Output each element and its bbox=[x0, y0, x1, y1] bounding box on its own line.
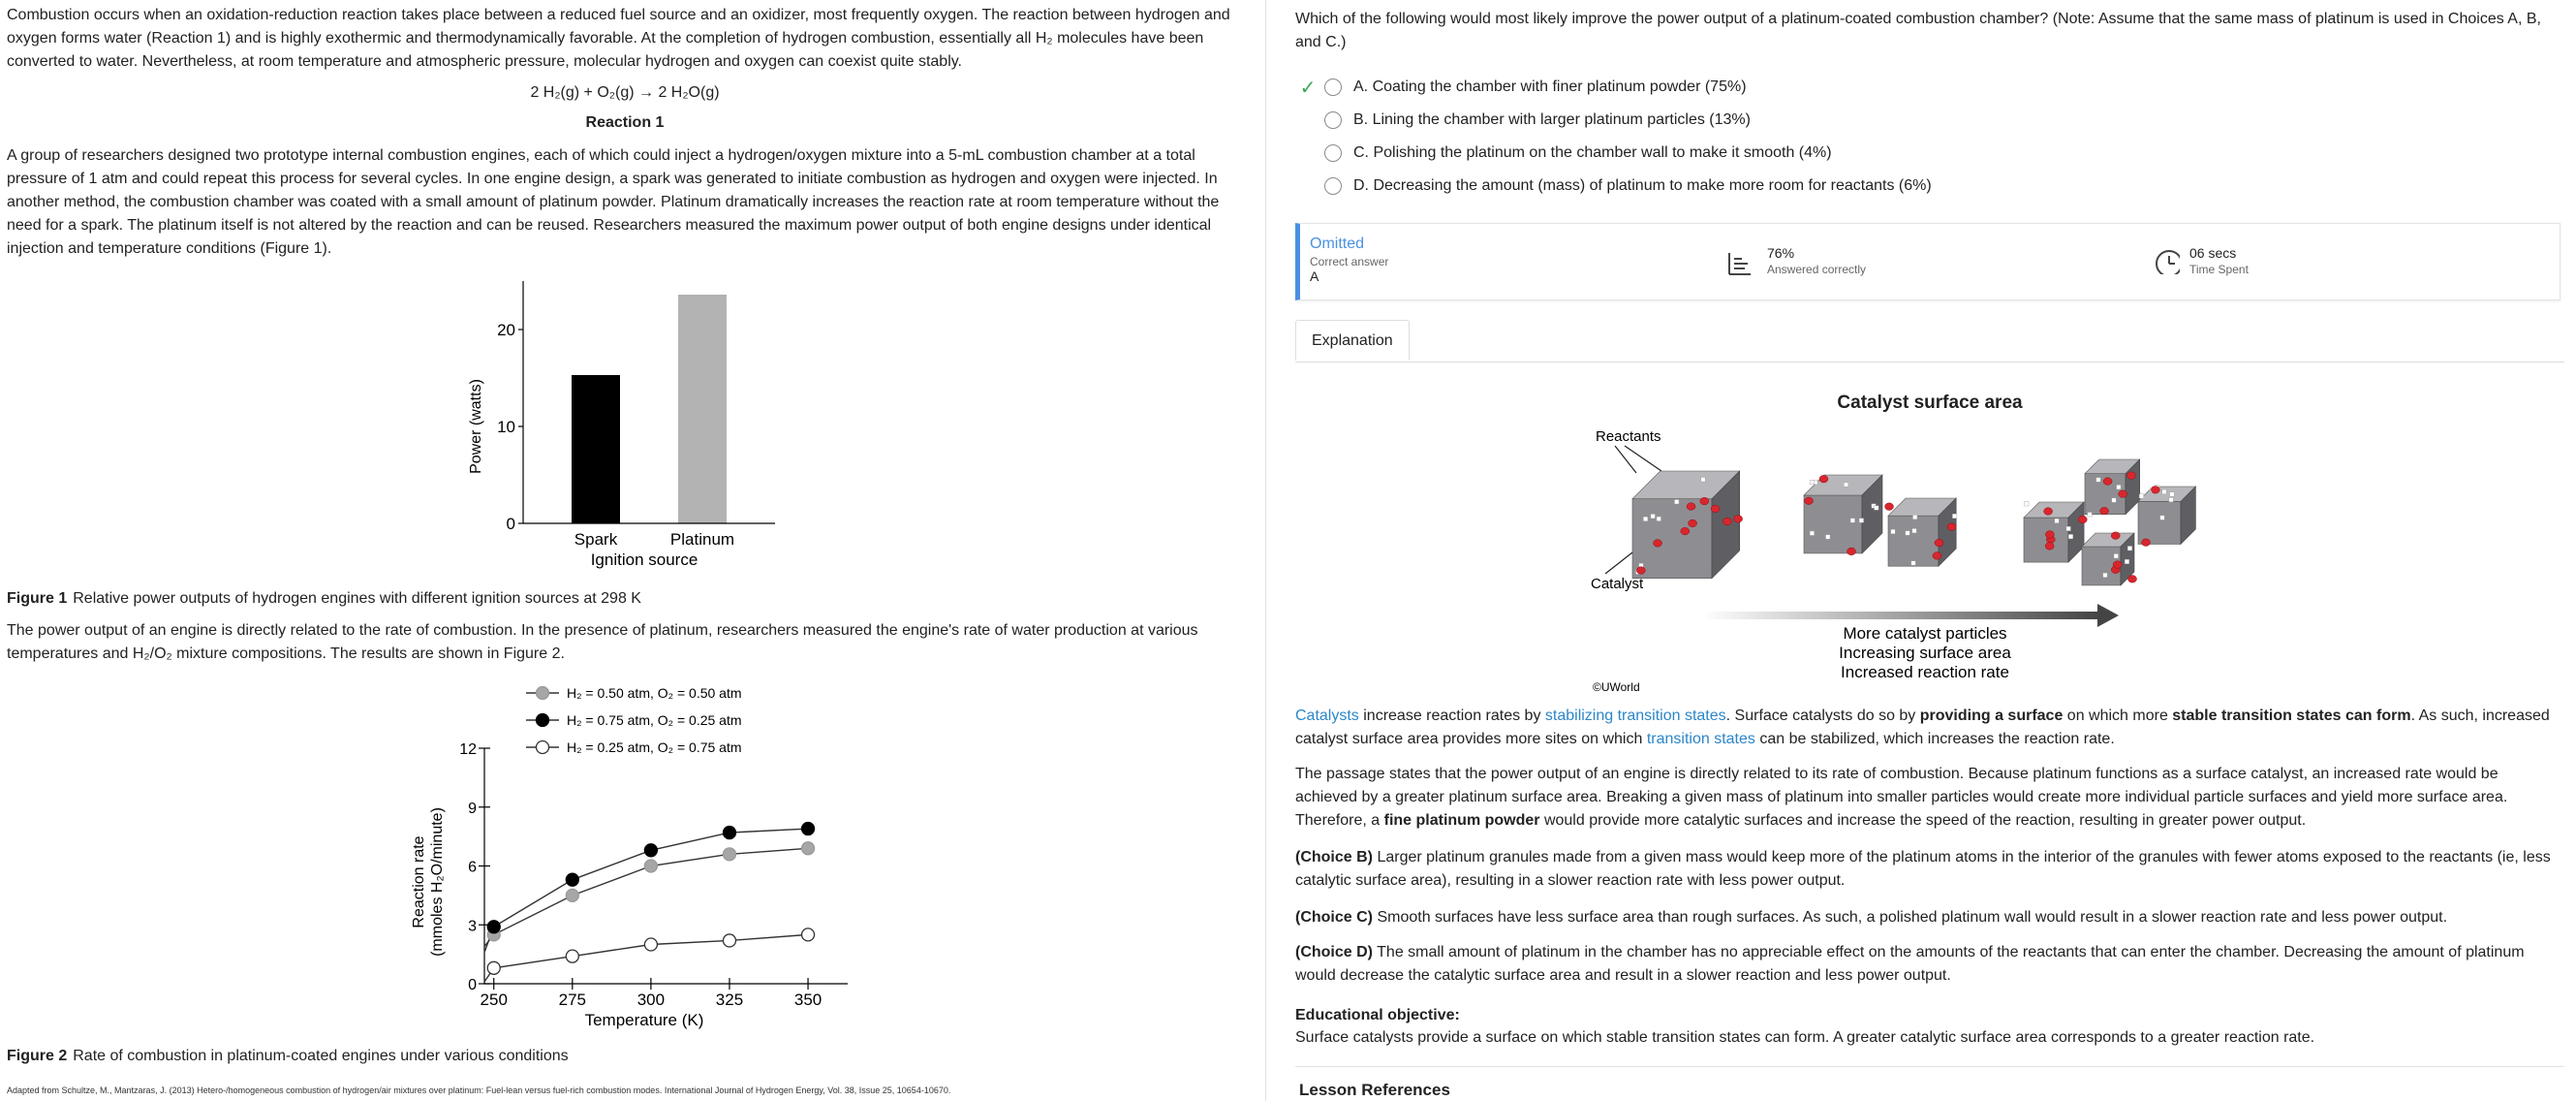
link-stabilizing-transition-states[interactable]: stabilizing transition states bbox=[1544, 708, 1726, 724]
radio-button[interactable] bbox=[1324, 144, 1342, 162]
catalyst-cube bbox=[1632, 471, 1743, 579]
y-tick-label: 0 bbox=[468, 977, 477, 993]
data-point bbox=[566, 950, 578, 962]
clock-icon bbox=[2155, 249, 2180, 274]
x-tick-label: 325 bbox=[715, 991, 744, 1009]
copyright: ©UWorld bbox=[1593, 680, 1640, 694]
passage-pane bbox=[0, 0, 1259, 1101]
catalyst-cubes bbox=[1632, 459, 2195, 585]
explanation-paragraph-2: The passage states that the power output of an engine is directly related to its rate of combustion. Because platinum functions as a surface catalyst, an increased rate would be achieved by a greater platinum surface area. Breaking a given mass of platinum into smaller particles would create more individual particle surfaces and yield more surface area. Therefore, a fine platinum powder would provide more catalytic surfaces and increase the speed of the reaction, resulting in greater power output. bbox=[1295, 766, 2508, 829]
explanation-choice-d: (Choice D) The small amount of platinum in the chamber has no appreciable effect on the amounts of the reactants that can enter the chamber. Decreasing the amount of platinum would decrease the catalytic surface area and result in a slower reaction and less power output. bbox=[1295, 944, 2525, 984]
passage-paragraph-1: Combustion occurs when an oxidation-reduction reaction takes place between a reduced fuel source and an oxidizer, most frequently oxygen. The reaction between hydrogen and oxygen forms water (Reaction 1) and is highly exothermic and thermodynamically favorable. At the completion of hydrogen combustion, essentially all H₂ molecules have been converted to water. Nevertheless, at room temperature and atmospheric pressure, molecular hydrogen and oxygen can coexist quite stably. bbox=[7, 7, 1230, 70]
lesson-references-heading[interactable]: Lesson References bbox=[1299, 1081, 1450, 1099]
bar-spark bbox=[572, 375, 620, 523]
y-tick-label: 6 bbox=[468, 859, 477, 876]
catalyst-cube bbox=[1885, 498, 1957, 566]
x-axis-label: Ignition source bbox=[590, 550, 698, 569]
data-point bbox=[723, 934, 735, 947]
bar-platinum bbox=[678, 295, 727, 523]
answer-choice-d[interactable]: D. Decreasing the amount (mass) of platinum to make more room for reactants (6%) bbox=[1295, 173, 1932, 199]
data-point bbox=[802, 842, 815, 855]
question-pane bbox=[1295, 0, 2564, 1101]
data-point bbox=[487, 961, 500, 974]
reaction-label: Reaction 1 bbox=[585, 114, 665, 131]
data-point bbox=[723, 848, 735, 861]
radio-button[interactable] bbox=[1324, 111, 1342, 129]
arrow-text-2: Increasing surface area bbox=[1839, 644, 2011, 662]
y-axis-label: Reaction rate bbox=[411, 835, 427, 928]
explanation-choice-c: (Choice C) Smooth surfaces have less surface area than rough surfaces. As such, a polished platinum wall would result in a slower reaction rate and less power output. bbox=[1295, 909, 2448, 926]
data-point bbox=[644, 860, 657, 872]
legend-entry: H₂ = 0.50 atm, O₂ = 0.50 atm bbox=[567, 685, 742, 701]
link-catalysts[interactable]: Catalysts bbox=[1295, 708, 1359, 724]
educational-objective-heading: Educational objective: bbox=[1295, 1007, 1460, 1023]
checkmark-icon: ✓ bbox=[1299, 77, 1317, 99]
data-point bbox=[644, 844, 657, 857]
figure-2-caption: Figure 2 Rate of combustion in platinum-coated engines under various conditions bbox=[7, 1048, 569, 1064]
catalyst-label: Catalyst bbox=[1591, 576, 1644, 592]
legend-marker bbox=[537, 714, 549, 727]
data-point bbox=[566, 889, 578, 901]
y-tick-label: 3 bbox=[468, 918, 477, 935]
answer-stats-panel bbox=[1295, 223, 2560, 300]
x-tick-label: 350 bbox=[793, 991, 822, 1009]
x-tick-label: 300 bbox=[636, 991, 666, 1009]
x-tick-label: 250 bbox=[480, 991, 508, 1009]
catalyst-surface-area-diagram bbox=[1295, 417, 2564, 703]
question-stem: Which of the following would most likely improve the power output of a platinum-coated combustion chamber? (Note: Assume that the same mass of platinum is used in Choices A, B, and C.) bbox=[1295, 11, 2541, 50]
pane-divider[interactable] bbox=[1265, 0, 1266, 1101]
omitted-status: Omitted Correct answer A bbox=[1310, 236, 1389, 284]
catalyst-cube bbox=[2082, 532, 2137, 585]
passage-paragraph-3: The power output of an engine is directly related to the rate of combustion. In the presence of platinum, researchers measured the engine's rate of water production at various temperatures and H₂/O₂ mixture compositions. The results are shown in Figure 2. bbox=[7, 622, 1198, 662]
link-transition-states[interactable]: transition states bbox=[1646, 731, 1755, 747]
explanation-choice-b: (Choice B) Larger platinum granules made from a given mass would keep more of the platinum atoms in the interior of the granules with fewer atoms exposed to the reactants (ie, less catalytic surface area), resulting in a slower reaction rate with less power output. bbox=[1295, 849, 2551, 889]
passage-paragraph-2: A group of researchers designed two prototype internal combustion engines, each of which could inject a hydrogen/oxygen mixture into a 5-mL combustion chamber at a total pressure of 1 atm and could repeat this process for several cycles. In one engine design, a spark was generated to initiate combustion as hydrogen and oxygen were injected. In another method, the combustion chamber was coated with a small amount of platinum powder. Platinum dramatically increases the reaction rate at room temperature without the need for a spark. The platinum itself is not altered by the reaction and can be reused. Researchers measured the maximum power output of both engine designs under identical injection and temperature conditions (Figure 1). bbox=[7, 147, 1220, 257]
y-axis-label: Power (watts) bbox=[468, 379, 484, 474]
x-tick-label: Spark bbox=[574, 530, 618, 549]
figure-2-line-chart bbox=[402, 678, 848, 1037]
radio-button[interactable] bbox=[1324, 79, 1342, 96]
catalyst-cube bbox=[1804, 475, 1882, 555]
figure-1-caption: Figure 1 Relative power outputs of hydrogen engines with different ignition sources at 298 K bbox=[7, 590, 641, 607]
catalyst-cube bbox=[2024, 502, 2087, 563]
catalyst-cube bbox=[2138, 486, 2195, 547]
percent-correct: 76% Answered correctly bbox=[1767, 245, 1867, 276]
figure-title: Catalyst surface area bbox=[1837, 393, 2023, 413]
x-tick-label: Platinum bbox=[669, 530, 735, 549]
legend-marker bbox=[537, 741, 549, 754]
data-point bbox=[487, 921, 500, 933]
reaction-equation: 2 H₂(g) + O₂(g) → 2 H₂O(g) bbox=[530, 84, 720, 101]
data-point bbox=[566, 873, 578, 886]
y-tick-label: 0 bbox=[506, 515, 515, 533]
gradient-arrow bbox=[1702, 612, 2099, 619]
arrow-text-1: More catalyst particles bbox=[1843, 624, 2007, 643]
data-point bbox=[802, 928, 815, 941]
x-axis-label: Temperature (K) bbox=[584, 1011, 704, 1029]
y-tick-label: 10 bbox=[497, 418, 515, 436]
data-point bbox=[802, 823, 815, 835]
y-axis-label-units: (mmoles H₂O/minute) bbox=[429, 807, 446, 957]
y-tick-label: 20 bbox=[497, 321, 515, 339]
explanation-tab-bar bbox=[1295, 320, 2564, 362]
legend-entry: H₂ = 0.25 atm, O₂ = 0.75 atm bbox=[567, 739, 742, 755]
reactants-label: Reactants bbox=[1596, 428, 1661, 445]
answer-choice-a[interactable]: ✓ A. Coating the chamber with finer platinum powder (75%) bbox=[1295, 75, 1747, 100]
source-citation: Adapted from Schultze, M., Mantzaras, J. (2013) Hetero-/homogeneous combustion of hydrogen/air mixtures over platinum: Fuel-lean versus fuel-rich combustion modes. International Journal of Hydrogen Energy, Vol. 38, Issue 25, 10654-10670. bbox=[7, 1085, 951, 1095]
tab-explanation[interactable]: Explanation bbox=[1295, 320, 1410, 361]
x-tick-label: 275 bbox=[558, 991, 586, 1009]
time-spent: 06 secs Time Spent bbox=[2189, 245, 2249, 276]
legend-entry: H₂ = 0.75 atm, O₂ = 0.25 atm bbox=[567, 712, 742, 728]
arrow-text-3: Increased reaction rate bbox=[1841, 663, 2009, 681]
answer-choice-c[interactable]: C. Polishing the platinum on the chamber wall to make it smooth (4%) bbox=[1295, 141, 1832, 166]
radio-button[interactable] bbox=[1324, 177, 1342, 195]
explanation-paragraph-1: Catalysts increase reaction rates by stabilizing transition states. Surface catalysts do so by providing a surface on which more stable transition states can form. As such, increased catalyst surface area provides more sites on which transition states can be stabilized, which increases the reaction rate. bbox=[1295, 708, 2550, 747]
data-point bbox=[644, 938, 657, 951]
answer-choice-b[interactable]: B. Lining the chamber with larger platinum particles (13%) bbox=[1295, 108, 1751, 133]
data-point bbox=[723, 827, 735, 839]
catalyst-cube bbox=[2085, 459, 2140, 517]
bar-chart-icon bbox=[1726, 251, 1752, 276]
y-tick-label: 9 bbox=[468, 800, 477, 817]
legend-marker bbox=[537, 687, 549, 700]
y-tick-label: 12 bbox=[459, 741, 477, 758]
figure-1-bar-chart bbox=[455, 276, 804, 572]
educational-objective-text: Surface catalysts provide a surface on which stable transition states can form. A greater catalytic surface area corresponds to a greater reaction rate. bbox=[1295, 1029, 2315, 1046]
